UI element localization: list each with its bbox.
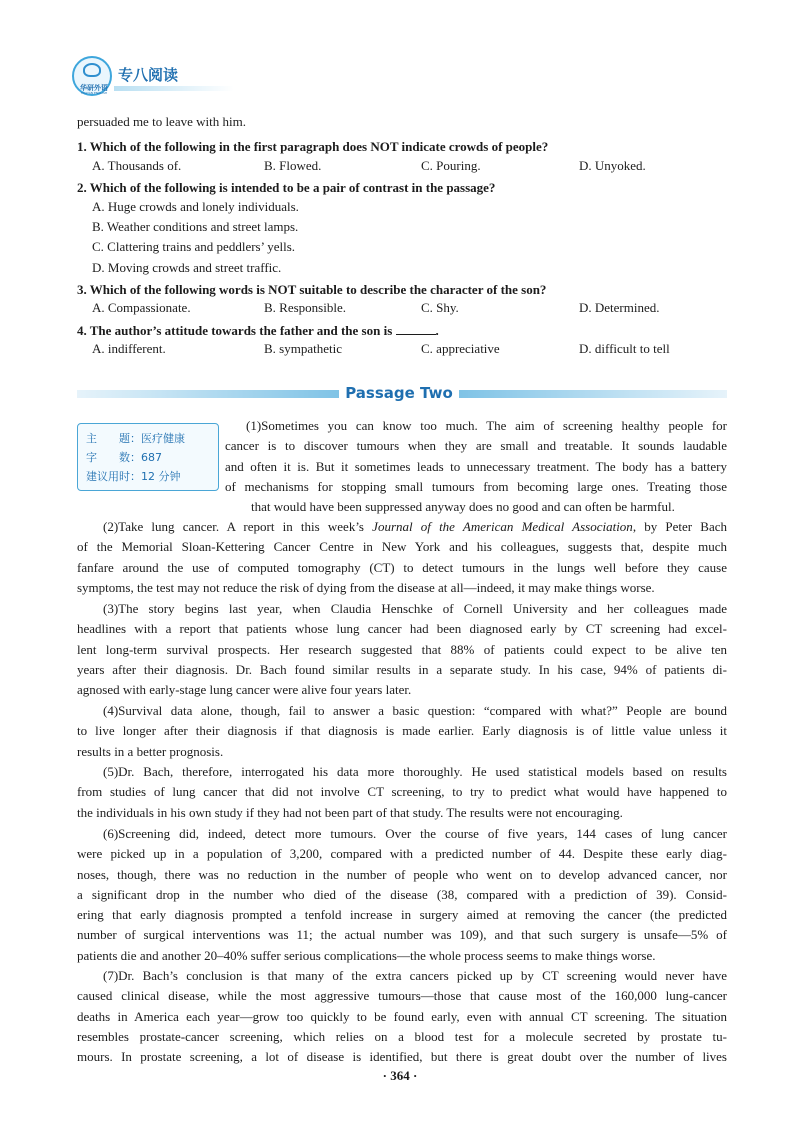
- question-2: [77, 178, 727, 198]
- paragraph-line: from studies of lung cancer that did not involve CT screening, to try to predict what would have happened to: [77, 784, 727, 800]
- option-c: C. appreciative: [421, 341, 500, 356]
- option-b: B. Weather conditions and street lamps.: [92, 219, 299, 234]
- option-b: B. Flowed.: [264, 158, 322, 173]
- paragraph-line: and often it is. But it sometimes leads to unnecessary treatment. The body has a battery: [225, 458, 727, 474]
- question-stem: [77, 321, 727, 341]
- paragraph-5: [77, 762, 727, 823]
- paragraph-line: headlines with a report that patients whose lung cancer had been diagnosed early by CT screening had excel-: [77, 621, 727, 637]
- paragraph-line: of mechanisms for stopping small tumours from becoming large ones. Treating those: [225, 478, 727, 494]
- paragraph-line: (3)The story begins last year, when Claudia Henschke of Cornell University and her colleagues made: [103, 601, 727, 616]
- continued-line: persuaded me to leave with him.: [77, 114, 246, 129]
- banner-bar-left: [77, 390, 339, 398]
- passage-banner: [77, 384, 727, 404]
- question-2-option-d-row: [92, 260, 732, 280]
- paragraph-line: (1)Sometimes you can know too much. The aim of screening healthy people for: [246, 418, 727, 433]
- option-b: B. sympathetic: [264, 341, 342, 356]
- question-1-options: [92, 158, 732, 178]
- info-topic: 主 题：医疗健康: [86, 432, 185, 445]
- paragraph-line: (7)Dr. Bach’s conclusion is that many of the extra cancers picked up by CT screening would never have: [103, 968, 727, 983]
- answer-blank: [396, 322, 436, 335]
- section-title: 专八阅读: [118, 66, 179, 84]
- paragraph-line: years after their diagnosis. Dr. Bach found similar results in a separate study. In his case, 94% of patients di-: [77, 661, 727, 677]
- paragraph-6: [77, 824, 727, 966]
- question-stem-text: 4. The author’s attitude towards the father and the son is: [77, 323, 393, 338]
- paragraph-4: [77, 701, 727, 762]
- paragraph-line: resembles prostate-cancer screening, which relies on a blood test for a molecule secreted by prostate tu-: [77, 1028, 727, 1044]
- paragraph-line: symptoms, the test may not reduce the risk of dying from the disease at all—indeed, it may make things worse.: [77, 579, 655, 595]
- question-2-option-c-row: [92, 239, 732, 259]
- paragraph-line: that would have been suppressed anyway does no good and can often be harmful.: [251, 499, 675, 515]
- paragraph-line: deaths in America each year—grow too quickly to be found early, even with annual CT screening. The situation: [77, 1008, 727, 1024]
- publisher-header: [70, 56, 230, 96]
- option-c: C. Clattering trains and peddlers’ yells.: [92, 239, 296, 254]
- publisher-logo: [72, 56, 112, 96]
- option-a: A. Huge crowds and lonely individuals.: [92, 199, 299, 214]
- option-a: A. indifferent.: [92, 341, 166, 356]
- passage-title: Passage Two: [345, 384, 453, 402]
- question-4: [77, 321, 727, 341]
- paragraph-text: , by Peter Bach: [632, 519, 728, 534]
- paragraph-line: caused clinical disease, while the most aggressive tumours—those that cause most of the 160,000 lung-cancer: [77, 988, 727, 1004]
- frog-icon: [83, 63, 101, 77]
- question-3: [77, 280, 727, 300]
- option-d: D. Unyoked.: [579, 158, 646, 173]
- paragraph-line: were picked up in a population of 3,200, compared with a predicted number of 44. Despite these early diag-: [77, 846, 727, 862]
- paragraph-line: ering that early diagnosis prompted a tenfold increase in surgery aimed at removing the cancer (the predicted: [77, 907, 727, 923]
- header-underline: [114, 86, 234, 91]
- paragraph-line: (4)Survival data alone, though, fail to answer a basic question: “compared with what?” People are bound: [103, 703, 727, 718]
- question-stem-end: .: [435, 323, 439, 338]
- continued-text: [77, 112, 727, 132]
- question-stem: 3. Which of the following words is NOT suitable to describe the character of the son?: [77, 282, 547, 297]
- paragraph-line: cancer is to discover tumours when they are small and treatable. It sounds laudable: [225, 438, 727, 454]
- paragraph-line: [77, 517, 727, 537]
- option-c: C. Shy.: [421, 300, 459, 315]
- paragraph-line: of the Memorial Sloan-Kettering Cancer Centre in New York and his colleagues, suggests that, despite much: [77, 539, 727, 555]
- paragraph-line: (6)Screening did, indeed, detect more tumours. Over the course of five years, 144 cases of lung cancer: [103, 826, 727, 841]
- paragraph-line: agnosed with early-stage lung cancer were alive four years later.: [77, 682, 412, 698]
- info-suggested-time: 建议用时：12 分钟: [86, 470, 181, 483]
- paragraph-text: (2)Take lung cancer. A report in this week’s: [103, 519, 373, 534]
- paragraph-line: results in a better prognosis.: [77, 743, 224, 759]
- paragraph-line: fanfare around the use of computed tomography (CT) to detect tumours in the lungs well before they cause: [77, 559, 727, 575]
- paragraph-line: to live longer after their diagnosis if that diagnosis is made earlier. Early diagnosis is of little value unless it: [77, 723, 727, 739]
- paragraph-line: patients die and another 20–40% suffer serious complications—the whole process seems to make things worse.: [77, 947, 656, 963]
- page-number: · 364 ·: [382, 1068, 418, 1083]
- logo-text: 华研外语: [80, 84, 108, 92]
- question-1: [77, 137, 727, 157]
- option-a: A. Compassionate.: [92, 300, 191, 315]
- option-d: D. Determined.: [579, 300, 660, 315]
- question-stem: 1. Which of the following in the first paragraph does NOT indicate crowds of people?: [77, 139, 549, 154]
- paragraph-3: [77, 599, 727, 700]
- option-b: B. Responsible.: [264, 300, 346, 315]
- info-word-count: 字 数：687: [86, 451, 162, 464]
- question-4-options: [92, 341, 732, 361]
- journal-title: Journal of the American Medical Association: [372, 519, 633, 534]
- option-c: C. Pouring.: [421, 158, 481, 173]
- paragraph-2: [77, 517, 727, 598]
- question-2-option-b-row: [92, 219, 732, 239]
- option-d: D. Moving crowds and street traffic.: [92, 260, 282, 275]
- option-a: A. Thousands of.: [92, 158, 182, 173]
- question-3-options: [92, 300, 732, 320]
- paragraph-line: (5)Dr. Bach, therefore, interrogated his data more thoroughly. He used statistical models based on results: [103, 764, 727, 779]
- paragraph-line: lent long-term survival prospects. Her research suggested that 88% of patients could expect to be alive ten: [77, 641, 727, 657]
- question-2-option-a-row: [92, 199, 732, 219]
- passage-info-box: [77, 423, 219, 491]
- paragraph-1: [225, 416, 727, 517]
- paragraph-line: the individuals in his own study if they had not been part of that study. The results were not encouraging.: [77, 804, 623, 820]
- question-stem: 2. Which of the following is intended to be a pair of contrast in the passage?: [77, 180, 496, 195]
- banner-bar-right: [459, 390, 727, 398]
- paragraph-line: noses, though, there was no reduction in the number of people who went on to develop advanced cancer, nor: [77, 866, 727, 882]
- paragraph-line: mours. In prostate screening, a lot of disease is identified, but there is great doubt over the number of lives: [77, 1049, 727, 1065]
- logo-subtext: HUAYAN ENGLISH: [80, 91, 108, 95]
- paragraph-7: [77, 966, 727, 1067]
- paragraph-line: a significant drop in the number who died of the disease (38, compared with a prediction of 39). Consid-: [77, 886, 727, 902]
- paragraph-line: number of surgical interventions was 11; the actual number was 109), and that such surgery is unsafe—5% of: [77, 927, 727, 943]
- option-d: D. difficult to tell: [579, 341, 670, 356]
